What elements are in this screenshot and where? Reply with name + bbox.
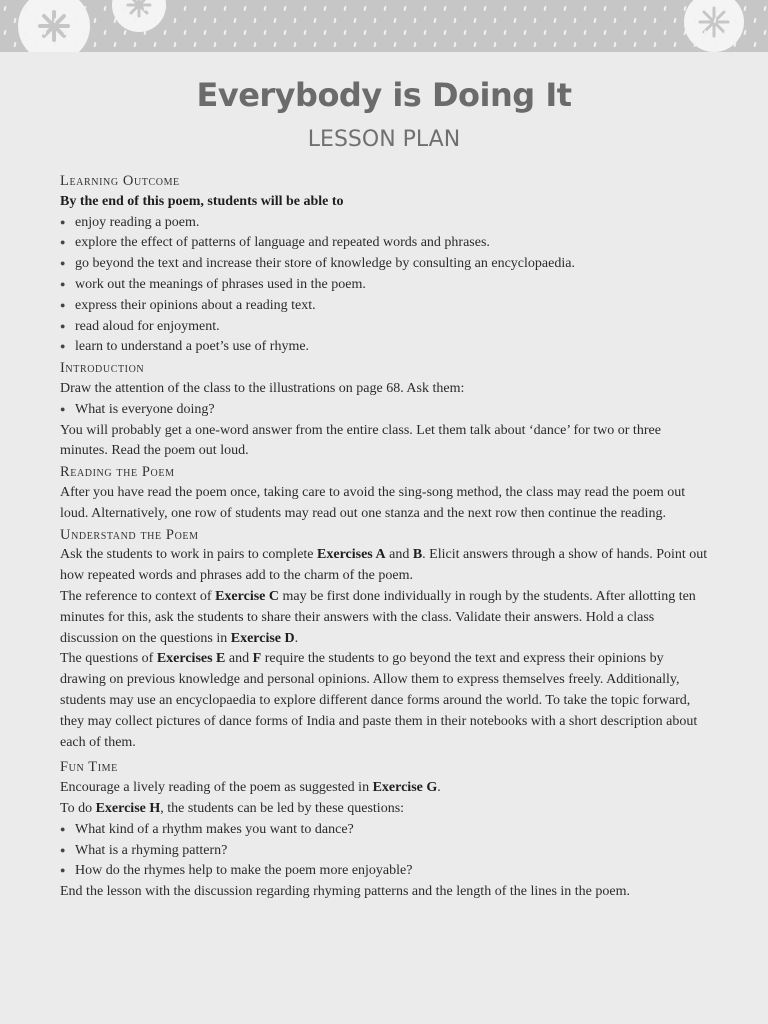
list-item: ● How do the rhymes help to make the poem more enjoyable? [60,861,710,882]
raindrop-icon [643,30,646,35]
raindrop-icon [313,42,316,47]
raindrop-icon [573,18,576,23]
raindrop-icon [403,6,406,11]
paragraph: The reference to context of Exercise C may be first done individually in rough by the students. After allotting ten minutes for this, ask the students to share their answers with the class. Validate their answers. Hold a class discussion on the questions in Exercise D. [60,588,696,646]
section-heading-understand: Understand the Poem [60,526,199,543]
raindrop-icon [743,30,746,35]
raindrop-icon [93,18,96,23]
raindrop-icon [353,18,356,23]
raindrop-icon [373,42,376,47]
raindrop-icon [563,6,566,11]
raindrop-icon [273,42,276,47]
raindrop-icon [153,42,156,47]
raindrop-icon [653,18,656,23]
list-item: ● What kind of a rhythm makes you want to dance? [60,820,710,841]
raindrop-icon [93,42,96,47]
raindrop-icon [503,30,506,35]
raindrop-icon [493,18,496,23]
raindrop-icon [413,42,416,47]
raindrop-icon [583,30,586,35]
raindrop-icon [753,42,756,47]
raindrop-icon [263,6,266,11]
raindrop-icon [523,6,526,11]
section-heading-learning-outcome: Learning Outcome [60,173,180,189]
raindrop-icon [283,30,286,35]
raindrop-icon [193,42,196,47]
raindrop-icon [103,6,106,11]
raindrop-icon [303,6,306,11]
raindrop-icon [13,42,16,47]
raindrop-icon [403,30,406,35]
raindrop-icon [123,30,126,35]
raindrop-icon [243,30,246,35]
list-item: ● work out the meanings of phrases used in the poem. [60,275,710,296]
raindrop-icon [763,6,766,11]
raindrop-icon [533,18,536,23]
raindrop-icon [533,42,536,47]
raindrop-icon [633,42,636,47]
list-item: ● go beyond the text and increase their store of knowledge by consulting an encyclopaedia. [60,254,710,275]
raindrop-icon [423,30,426,35]
raindrop-icon [303,30,306,35]
raindrop-icon [493,42,496,47]
raindrop-icon [443,6,446,11]
paragraph: Draw the attention of the class to the illustrations on page 68. Ask them: [60,380,465,396]
raindrop-icon [473,18,476,23]
raindrop-icon [603,6,606,11]
raindrop-icon [573,42,576,47]
raindrop-icon [323,6,326,11]
raindrop-icon [3,6,6,11]
raindrop-icon [393,18,396,23]
lesson-content [60,171,710,903]
page-title: Everybody is Doing It [196,76,572,114]
raindrop-icon [463,6,466,11]
raindrop-icon [333,42,336,47]
raindrop-icon [173,42,176,47]
learning-outcome-intro: By the end of this poem, students will be able to [60,193,344,209]
raindrop-icon [593,42,596,47]
raindrop-icon [633,18,636,23]
raindrop-icon [623,6,626,11]
page-subtitle: LESSON PLAN [307,127,461,152]
decorative-banner [0,0,768,52]
raindrop-icon [183,6,186,11]
raindrop-icon [323,30,326,35]
section-heading-reading: Reading the Poem [60,464,175,481]
raindrop-icon [433,42,436,47]
raindrop-icon [103,30,106,35]
raindrop-icon [673,18,676,23]
paragraph: The questions of Exercises E and F require the students to go beyond the text and express their opinions by drawing on previous knowledge and personal opinions. Allow them to express themselves freely. Additionally, students may use an encyclopaedia to explore different dance forms around the world. To take the topic forward, they may collect pictures of dance forms of India and paste them in their notebooks with a short description about each of them. [60,651,698,750]
list-item: ● read aloud for enjoyment. [60,317,710,338]
raindrop-icon [263,30,266,35]
raindrop-icon [613,42,616,47]
raindrop-icon [453,18,456,23]
paragraph: To do Exercise H, the students can be led by these questions: [60,800,405,816]
raindrop-icon [253,42,256,47]
flower-icon [112,0,166,32]
raindrop-icon [383,30,386,35]
raindrop-icon [353,42,356,47]
raindrop-icon [293,42,296,47]
raindrop-icon [763,30,766,35]
raindrop-icon [503,6,506,11]
raindrop-icon [553,18,556,23]
raindrop-icon [163,6,166,11]
raindrop-icon [593,18,596,23]
raindrop-icon [463,30,466,35]
raindrop-icon [3,30,6,35]
raindrop-icon [483,6,486,11]
raindrop-icon [483,30,486,35]
raindrop-icon [383,6,386,11]
raindrop-icon [543,6,546,11]
raindrop-icon [183,30,186,35]
paragraph: End the lesson with the discussion regarding rhyming patterns and the length of the lines in the poem. [60,884,631,900]
raindrop-icon [673,42,676,47]
raindrop-icon [233,18,236,23]
raindrop-icon [363,6,366,11]
paragraph: You will probably get a one-word answer from the entire class. Let them talk about ‘dance’ for two or three minutes. Read the poem out loud. [60,422,661,459]
raindrop-icon [283,6,286,11]
list-item: ● explore the effect of patterns of language and repeated words and phrases. [60,233,710,254]
section-heading-introduction: Introduction [60,360,145,377]
raindrop-icon [563,30,566,35]
raindrop-icon [583,6,586,11]
raindrop-icon [13,18,16,23]
raindrop-icon [293,18,296,23]
list-item: ● What is everyone doing? [60,400,710,421]
raindrop-icon [223,6,226,11]
list-item: ● express their opinions about a reading text. [60,296,710,317]
raindrop-icon [143,30,146,35]
raindrop-icon [253,18,256,23]
paragraph: Ask the students to work in pairs to complete Exercises A and B. Elicit answers through a show of hands. Point out how repeated words and phrases add to the charm of the poem. [60,547,708,584]
raindrop-icon [273,18,276,23]
raindrop-icon [343,30,346,35]
raindrop-icon [413,18,416,23]
list-item: ● enjoy reading a poem. [60,213,710,234]
raindrop-icon [163,30,166,35]
raindrop-icon [743,6,746,11]
raindrop-icon [623,30,626,35]
raindrop-icon [643,6,646,11]
raindrop-icon [663,30,666,35]
section-heading-fun-time: Fun Time [60,759,118,776]
raindrop-icon [523,30,526,35]
raindrop-icon [653,42,656,47]
paragraph: Encourage a lively reading of the poem as suggested in Exercise G. [60,780,441,796]
raindrop-icon [663,6,666,11]
raindrop-icon [373,18,376,23]
raindrop-icon [513,18,516,23]
raindrop-icon [113,42,116,47]
raindrop-icon [363,30,366,35]
raindrop-icon [473,42,476,47]
raindrop-icon [243,6,246,11]
raindrop-icon [203,6,206,11]
raindrop-icon [513,42,516,47]
raindrop-icon [213,42,216,47]
raindrop-icon [433,18,436,23]
raindrop-icon [453,42,456,47]
raindrop-icon [613,18,616,23]
raindrop-icon [753,18,756,23]
raindrop-icon [603,30,606,35]
list-item: ● learn to understand a poet’s use of rhyme. [60,337,710,358]
raindrop-icon [393,42,396,47]
raindrop-icon [343,6,346,11]
raindrop-icon [313,18,316,23]
raindrop-icon [213,18,216,23]
raindrop-icon [333,18,336,23]
raindrop-icon [203,30,206,35]
raindrop-icon [223,30,226,35]
raindrop-icon [193,18,196,23]
raindrop-icon [443,30,446,35]
list-item: ● What is a rhyming pattern? [60,841,710,862]
raindrop-icon [233,42,236,47]
raindrop-icon [553,42,556,47]
raindrop-icon [423,6,426,11]
raindrop-icon [173,18,176,23]
raindrop-icon [133,42,136,47]
raindrop-icon [543,30,546,35]
paragraph: After you have read the poem once, taking care to avoid the sing-song method, the class may read the poem out loud. Alternatively, one row of students may read out one stanza and the next row then continue the reading. [60,484,686,521]
